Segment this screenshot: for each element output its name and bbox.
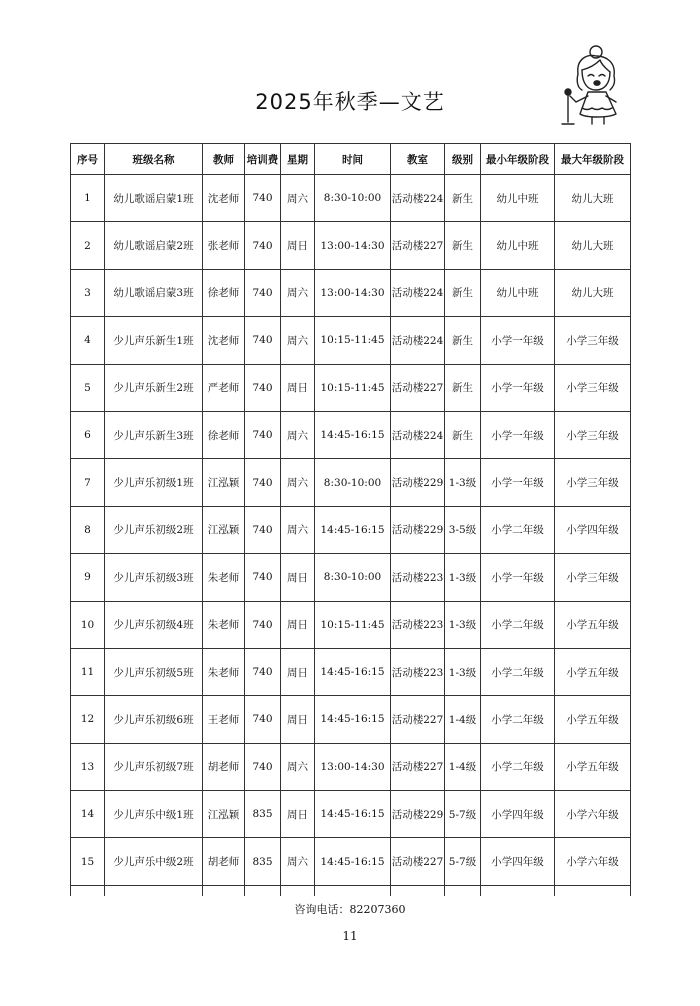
table-cell: 江泓颖 (203, 459, 245, 506)
table-cell: 小学五年级 (555, 743, 631, 790)
column-header: 班级名称 (105, 144, 203, 175)
table-cell: 活动楼227 (391, 222, 445, 269)
table-cell: 少儿声乐初级3班 (105, 554, 203, 601)
table-cell: 周六 (281, 317, 315, 364)
table-cell: 小学五年级 (555, 601, 631, 648)
table-cell: 少儿声乐初级7班 (105, 743, 203, 790)
table-cell: 14:45-16:15 (315, 648, 391, 695)
table-cell: 小学二年级 (481, 696, 555, 743)
table-row (71, 838, 631, 885)
table-cell: 周日 (281, 554, 315, 601)
table-cell: 周日 (281, 791, 315, 838)
table-cell: 新生 (445, 317, 481, 364)
table-cell: 徐老师 (203, 269, 245, 316)
table-cell: 小学一年级 (481, 317, 555, 364)
table-cell: 3-5级 (445, 506, 481, 553)
table-cell: 幼儿大班 (555, 222, 631, 269)
table-cell: 活动楼227 (391, 364, 445, 411)
column-header: 教师 (203, 144, 245, 175)
table-cell: 740 (245, 648, 281, 695)
table-cell: 小学一年级 (481, 459, 555, 506)
table-cell: 活动楼224 (391, 175, 445, 222)
table-cell: 740 (245, 506, 281, 553)
table-cell: 14:45-16:15 (315, 506, 391, 553)
table-cell: 10 (71, 601, 105, 648)
table-cell (203, 885, 245, 896)
table-cell: 12 (71, 696, 105, 743)
table-cell: 15 (71, 838, 105, 885)
table-cell: 10:15-11:45 (315, 601, 391, 648)
table-cell: 740 (245, 601, 281, 648)
table-cell: 张老师 (203, 222, 245, 269)
table-cell: 13 (71, 743, 105, 790)
table-cell: 新生 (445, 222, 481, 269)
table-cell: 幼儿歌谣启蒙2班 (105, 222, 203, 269)
table-cell: 13:00-14:30 (315, 743, 391, 790)
table-cell: 小学一年级 (481, 411, 555, 458)
table-cell (555, 885, 631, 896)
table-cell: 740 (245, 743, 281, 790)
table-cell: 幼儿大班 (555, 175, 631, 222)
table-cell: 740 (245, 222, 281, 269)
table-cell: 11 (71, 648, 105, 695)
table-cell: 小学三年级 (555, 317, 631, 364)
table-cell: 新生 (445, 411, 481, 458)
table-cell: 周六 (281, 175, 315, 222)
table-cell: 4 (71, 317, 105, 364)
table-cell: 7 (71, 459, 105, 506)
table-cell: 严老师 (203, 364, 245, 411)
table-cell: 徐老师 (203, 411, 245, 458)
table-header-row (71, 144, 631, 175)
table-cell: 1-4级 (445, 696, 481, 743)
table-cell: 835 (245, 838, 281, 885)
table-cell: 小学二年级 (481, 601, 555, 648)
table-cell: 幼儿大班 (555, 269, 631, 316)
table-row (71, 791, 631, 838)
table-cell: 6 (71, 411, 105, 458)
table-cell: 幼儿歌谣启蒙3班 (105, 269, 203, 316)
table-cell: 活动楼223 (391, 554, 445, 601)
table-cell: 新生 (445, 269, 481, 316)
table-row (71, 364, 631, 411)
singing-girl-microphone-icon (552, 44, 634, 128)
table-cell: 胡老师 (203, 838, 245, 885)
table-cell: 5-7级 (445, 791, 481, 838)
table-cell: 周日 (281, 648, 315, 695)
table-cell: 周日 (281, 696, 315, 743)
table-cell: 1 (71, 175, 105, 222)
table-cell: 小学一年级 (481, 364, 555, 411)
table-cell: 少儿声乐新生2班 (105, 364, 203, 411)
table-cell: 沈老师 (203, 175, 245, 222)
table-cell: 小学六年级 (555, 838, 631, 885)
column-header: 序号 (71, 144, 105, 175)
table-row (71, 696, 631, 743)
column-header: 级别 (445, 144, 481, 175)
table-cell: 5 (71, 364, 105, 411)
table-row (71, 506, 631, 553)
table-cell: 江泓颖 (203, 506, 245, 553)
table-cell: 8:30-10:00 (315, 554, 391, 601)
table-cell: 周六 (281, 838, 315, 885)
table-cell: 幼儿中班 (481, 175, 555, 222)
table-cell: 5-7级 (445, 838, 481, 885)
table-cell: 1-3级 (445, 459, 481, 506)
table-cell: 740 (245, 269, 281, 316)
table-cell: 王老师 (203, 696, 245, 743)
table-row (71, 175, 631, 222)
table-cell: 小学四年级 (481, 838, 555, 885)
table-cell: 8 (71, 506, 105, 553)
table-cell: 活动楼224 (391, 269, 445, 316)
column-header: 时间 (315, 144, 391, 175)
table-cell: 周六 (281, 743, 315, 790)
table-row (71, 269, 631, 316)
table-cell: 少儿声乐初级1班 (105, 459, 203, 506)
column-header: 培训费 (245, 144, 281, 175)
table-cell (105, 885, 203, 896)
table-cell: 10:15-11:45 (315, 317, 391, 364)
table-cell: 周六 (281, 411, 315, 458)
table-cell: 13:00-14:30 (315, 269, 391, 316)
table-cell: 少儿声乐中级1班 (105, 791, 203, 838)
table-cell: 835 (245, 791, 281, 838)
table-cell: 沈老师 (203, 317, 245, 364)
table-row (71, 743, 631, 790)
table-cell: 活动楼229 (391, 506, 445, 553)
table-cell: 740 (245, 317, 281, 364)
table-cell: 周日 (281, 601, 315, 648)
table-cell: 少儿声乐初级6班 (105, 696, 203, 743)
table-cell: 周六 (281, 459, 315, 506)
column-header: 教室 (391, 144, 445, 175)
table-cell (281, 885, 315, 896)
table-cell: 小学二年级 (481, 506, 555, 553)
table-cell: 小学五年级 (555, 696, 631, 743)
table-cell (445, 885, 481, 896)
table-cell: 小学三年级 (555, 554, 631, 601)
table-cell: 周六 (281, 506, 315, 553)
table-cell: 活动楼224 (391, 411, 445, 458)
table-row (71, 648, 631, 695)
table-cell: 活动楼227 (391, 838, 445, 885)
column-header: 最大年级阶段 (555, 144, 631, 175)
table-cell: 3 (71, 269, 105, 316)
table-cell: 1-3级 (445, 554, 481, 601)
table-cell: 活动楼227 (391, 696, 445, 743)
table-cell: 8:30-10:00 (315, 175, 391, 222)
table-cell: 740 (245, 554, 281, 601)
table-cell: 周日 (281, 364, 315, 411)
table-cell: 9 (71, 554, 105, 601)
table-cell: 活动楼229 (391, 459, 445, 506)
class-schedule-table (70, 143, 631, 896)
table-cell: 新生 (445, 175, 481, 222)
table-cell: 活动楼227 (391, 743, 445, 790)
table-cell: 10:15-11:45 (315, 364, 391, 411)
table-continuation-row (71, 885, 631, 896)
table-cell: 14:45-16:15 (315, 411, 391, 458)
table-cell: 周日 (281, 222, 315, 269)
table-cell: 幼儿中班 (481, 269, 555, 316)
table-cell: 幼儿歌谣启蒙1班 (105, 175, 203, 222)
table-cell: 少儿声乐新生3班 (105, 411, 203, 458)
table-cell (315, 885, 391, 896)
table-cell (391, 885, 445, 896)
contact-phone: 咨询电话：82207360 (294, 903, 406, 916)
table-cell: 2 (71, 222, 105, 269)
table-cell: 少儿声乐初级2班 (105, 506, 203, 553)
column-header: 最小年级阶段 (481, 144, 555, 175)
table-cell: 少儿声乐初级4班 (105, 601, 203, 648)
table-cell: 少儿声乐初级5班 (105, 648, 203, 695)
table-cell: 13:00-14:30 (315, 222, 391, 269)
table-cell: 朱老师 (203, 648, 245, 695)
table-cell: 小学四年级 (481, 791, 555, 838)
table-row (71, 317, 631, 364)
table-cell: 少儿声乐新生1班 (105, 317, 203, 364)
table-row (71, 222, 631, 269)
table-cell: 周六 (281, 269, 315, 316)
table-cell: 朱老师 (203, 601, 245, 648)
table-cell: 1-3级 (445, 648, 481, 695)
table-cell: 幼儿中班 (481, 222, 555, 269)
table-cell: 活动楼229 (391, 791, 445, 838)
table-cell: 740 (245, 175, 281, 222)
page-number: 11 (342, 929, 358, 943)
table-cell: 活动楼224 (391, 317, 445, 364)
table-cell: 小学三年级 (555, 364, 631, 411)
table-cell: 少儿声乐中级2班 (105, 838, 203, 885)
table-cell: 1-3级 (445, 601, 481, 648)
table-cell: 小学一年级 (481, 554, 555, 601)
table-cell: 江泓颖 (203, 791, 245, 838)
table-cell (481, 885, 555, 896)
table-cell: 1-4级 (445, 743, 481, 790)
table-cell: 740 (245, 459, 281, 506)
table-cell: 小学五年级 (555, 648, 631, 695)
table-cell: 14 (71, 791, 105, 838)
table-row (71, 554, 631, 601)
table-cell: 胡老师 (203, 743, 245, 790)
table-cell (245, 885, 281, 896)
table-cell: 活动楼223 (391, 601, 445, 648)
table-cell: 14:45-16:15 (315, 838, 391, 885)
table-cell: 小学二年级 (481, 648, 555, 695)
page-title: 2025年秋季—文艺 (255, 90, 445, 114)
table-cell: 小学六年级 (555, 791, 631, 838)
table-row (71, 459, 631, 506)
table-cell: 朱老师 (203, 554, 245, 601)
column-header: 星期 (281, 144, 315, 175)
table-row (71, 411, 631, 458)
table-cell: 14:45-16:15 (315, 791, 391, 838)
table-cell: 活动楼223 (391, 648, 445, 695)
table-cell: 小学二年级 (481, 743, 555, 790)
table-cell: 740 (245, 364, 281, 411)
table-row (71, 601, 631, 648)
table-cell: 新生 (445, 364, 481, 411)
table-cell (71, 885, 105, 896)
table-cell: 14:45-16:15 (315, 696, 391, 743)
table-cell: 740 (245, 411, 281, 458)
table-cell: 小学四年级 (555, 506, 631, 553)
table-cell: 740 (245, 696, 281, 743)
table-cell: 小学三年级 (555, 411, 631, 458)
table-cell: 8:30-10:00 (315, 459, 391, 506)
table-cell: 小学三年级 (555, 459, 631, 506)
